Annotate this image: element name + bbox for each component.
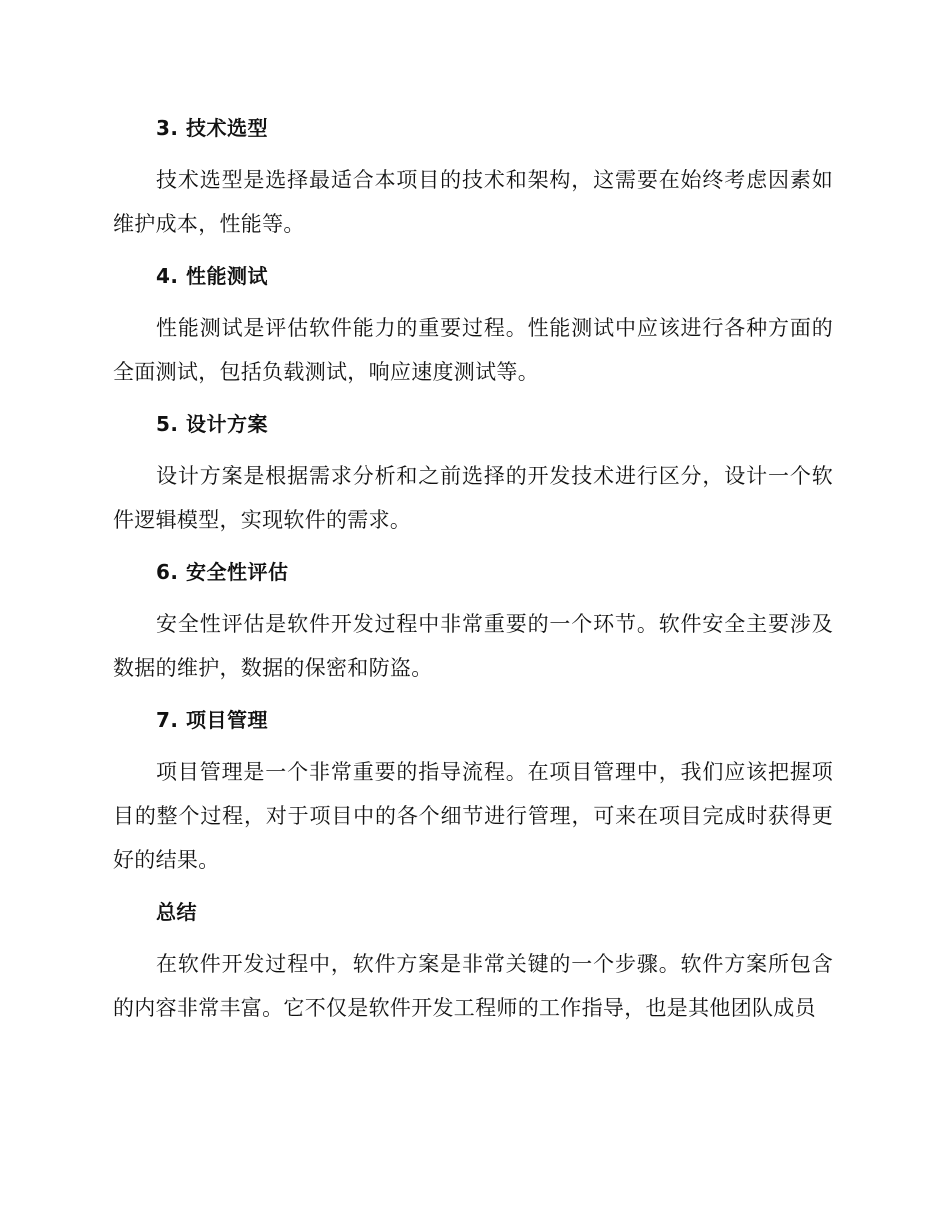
document-content [113,113,833,1045]
section-body-performance-testing: 性能测试是评估软件能力的重要过程。性能测试中应该进行各种方面的全面测试，包括负载测试，响应速度测试等。 [113,316,833,384]
section-heading-performance-testing: 4. 性能测试 [156,264,268,288]
section-heading-summary: 总结 [156,900,197,924]
section-body-design-plan: 设计方案是根据需求分析和之前选择的开发技术进行区分，设计一个软件逻辑模型，实现软件的需求。 [113,464,833,532]
section-heading-design-plan: 5. 设计方案 [156,412,268,436]
section-heading-security-assessment: 6. 安全性评估 [156,560,289,584]
section-heading-project-management: 7. 项目管理 [156,708,268,732]
section-heading-tech-selection: 3. 技术选型 [156,116,268,140]
section-body-security-assessment: 安全性评估是软件开发过程中非常重要的一个环节。软件安全主要涉及数据的维护，数据的保密和防盗。 [113,612,833,680]
section-body-tech-selection: 技术选型是选择最适合本项目的技术和架构，这需要在始终考虑因素如维护成本，性能等。 [113,168,833,236]
section-body-summary: 在软件开发过程中，软件方案是非常关键的一个步骤。软件方案所包含的内容非常丰富。它不仅是软件开发工程师的工作指导，也是其他团队成员 [113,952,833,1020]
section-body-project-management: 项目管理是一个非常重要的指导流程。在项目管理中，我们应该把握项目的整个过程，对于项目中的各个细节进行管理，可来在项目完成时获得更好的结果。 [113,760,833,872]
